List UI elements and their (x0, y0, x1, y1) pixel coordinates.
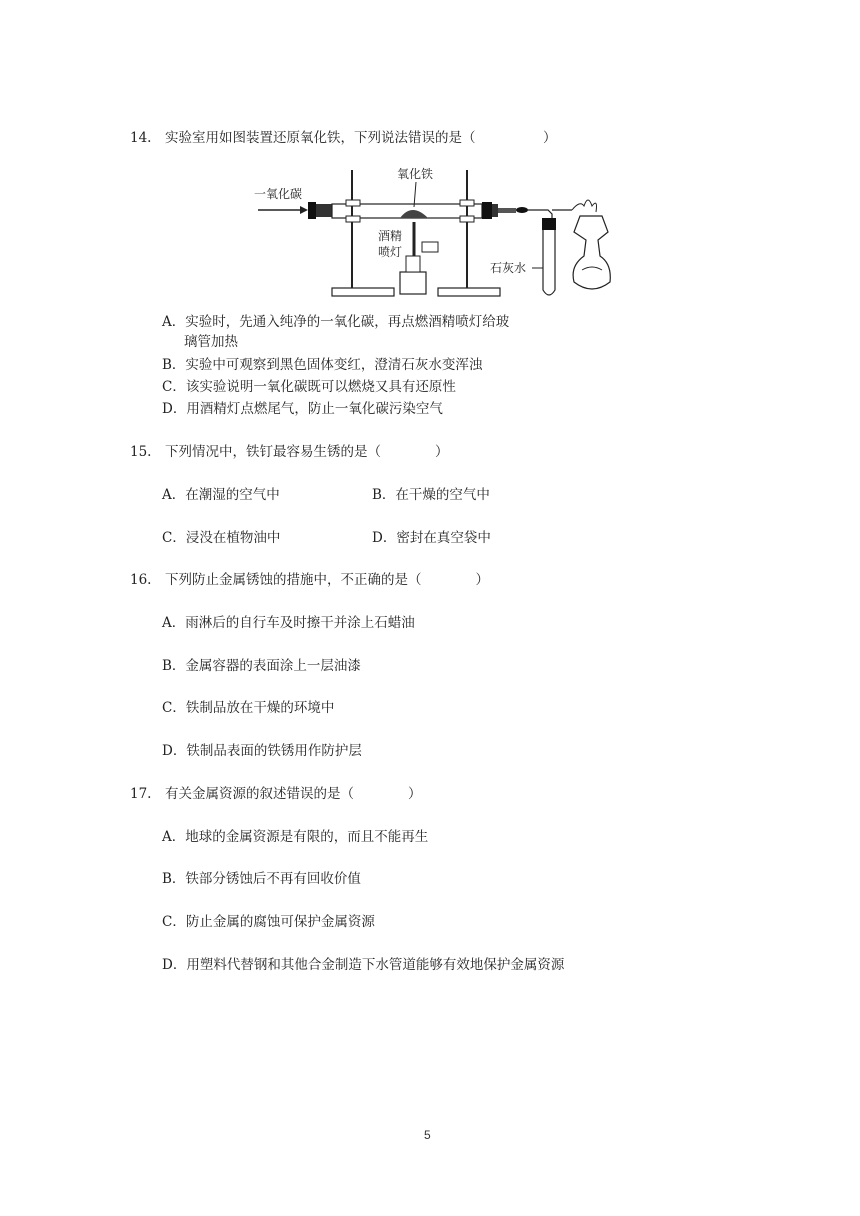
q14-option-d: D．用酒精灯点燃尾气，防止一氧化碳污染空气 (162, 401, 443, 417)
q16-option-d: D．铁制品表面的铁锈用作防护层 (162, 743, 362, 759)
question-17-stem: 17. 有关金属资源的叙述错误的是（ ） (130, 786, 422, 802)
q14-option-a-cont: 璃管加热 (184, 334, 238, 350)
q17-option-c: C．防止金属的腐蚀可保护金属资源 (162, 914, 375, 930)
q17-option-a: A．地球的金属资源是有限的，而且不能再生 (162, 829, 429, 845)
q15-option-c: C．浸没在植物油中 (162, 530, 281, 546)
q14-option-c: C．该实验说明一氧化碳既可以燃烧又具有还原性 (162, 379, 456, 395)
limewater-label: 石灰水 (490, 261, 527, 275)
spirit-lamp (573, 216, 610, 289)
q14-option-b: B．实验中可观察到黑色固体变红，澄清石灰水变浑浊 (162, 357, 483, 373)
q16-option-b: B．金属容器的表面涂上一层油漆 (162, 658, 361, 674)
q17-option-d: D．用塑料代替钢和其他合金制造下水管道能够有效地保护金属资源 (162, 957, 565, 973)
question-14-stem: 14. 实验室用如图装置还原氧化铁，下列说法错误的是（ ） (130, 130, 557, 146)
burner-base (400, 272, 426, 294)
limewater-test-tube (543, 230, 555, 295)
q16-option-a: A．雨淋后的自行车及时擦干并涂上石蜡油 (162, 615, 415, 631)
q15-option-b: B．在干燥的空气中 (372, 487, 490, 503)
burner-label-1: 酒精 (378, 229, 403, 243)
co-reduction-apparatus-figure (252, 160, 612, 306)
burner-label-2: 喷灯 (378, 245, 403, 259)
q17-option-b: B．铁部分锈蚀后不再有回收价值 (162, 871, 361, 887)
q16-option-c: C．铁制品放在干燥的环境中 (162, 700, 335, 716)
q15-option-d: D．密封在真空袋中 (372, 530, 491, 546)
question-15-stem: 15. 下列情况中，铁钉最容易生锈的是（ ） (130, 444, 449, 460)
question-16-stem: 16. 下列防止金属锈蚀的措施中，不正确的是（ ） (130, 572, 489, 588)
co-label: 一氧化碳 (254, 187, 303, 201)
q14-option-a: A．实验时，先通入纯净的一氧化碳，再点燃酒精喷灯给玻 (162, 314, 510, 330)
page-number: 5 (424, 1128, 431, 1142)
fe2o3-label: 氧化铁 (397, 167, 434, 181)
flame (572, 200, 597, 212)
q15-option-a: A．在潮湿的空气中 (162, 487, 280, 503)
